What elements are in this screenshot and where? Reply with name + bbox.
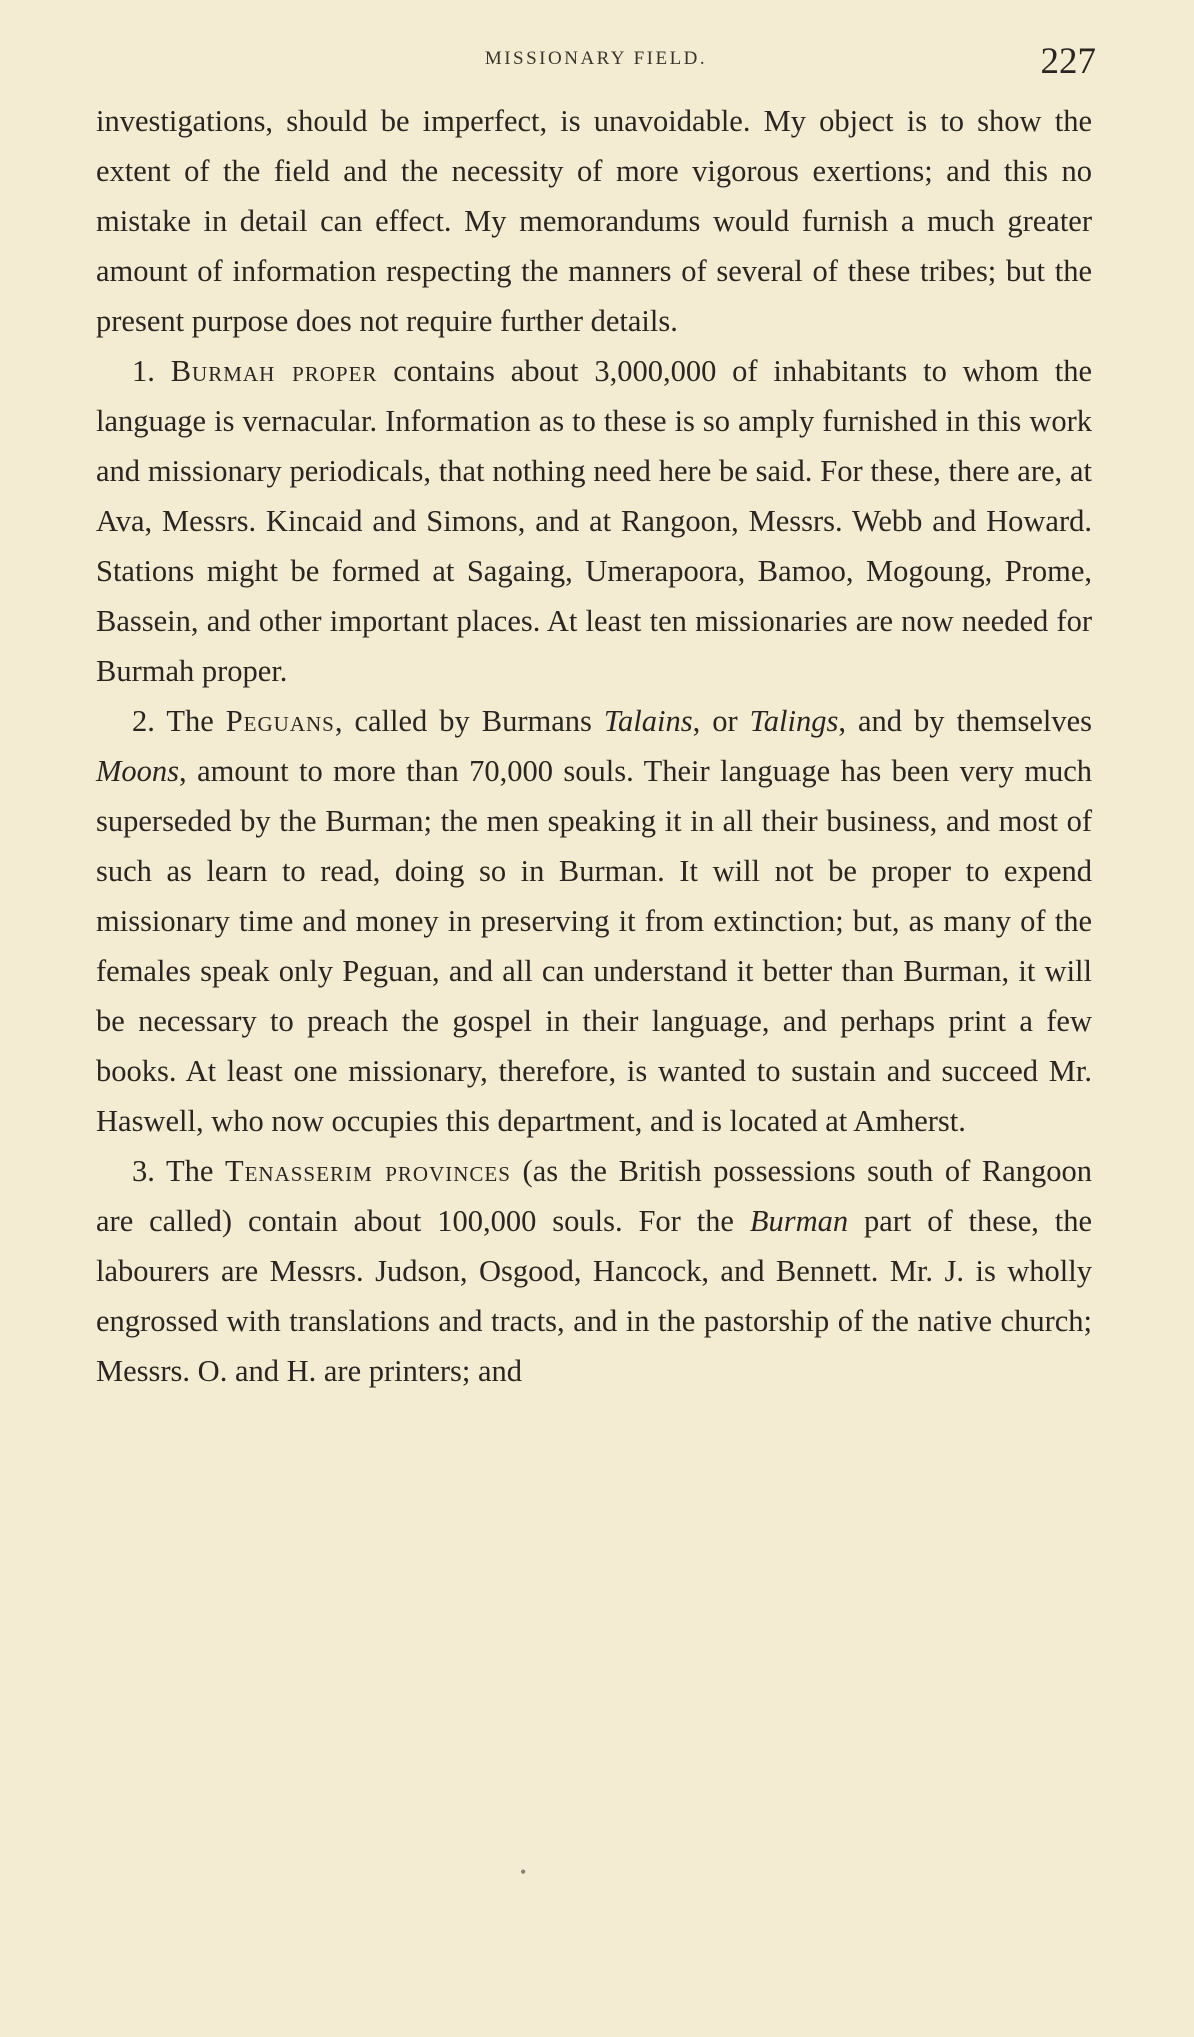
running-head bbox=[96, 40, 1096, 90]
section-heading-tenasserim: Tenasserim provinces bbox=[224, 1154, 511, 1188]
paragraph-text: investigations, should be imperfect, is unavoidable. My object is to show the extent of the field and the necessity of more vigorous exertions; and this no mistake in detail can effect. My memorandums would furnish a much greater amount of information respecting the manners of several of these tribes; but the present purpose does not require further details. bbox=[96, 104, 1092, 338]
paragraph-text: , or bbox=[692, 704, 738, 738]
italic-term: Burman bbox=[749, 1204, 849, 1238]
paragraph-burmah-proper bbox=[96, 346, 1092, 696]
paragraph-number: 2. bbox=[132, 704, 155, 738]
italic-term: Moons bbox=[96, 754, 180, 788]
section-heading-burmah-proper: Burmah proper bbox=[170, 354, 378, 388]
body-text bbox=[96, 96, 1092, 1396]
paragraph-tenasserim bbox=[96, 1146, 1092, 1396]
paragraph-intro: The bbox=[165, 1154, 214, 1188]
paragraph-number: 3. bbox=[132, 1154, 155, 1188]
running-title: MISSIONARY FIELD. bbox=[484, 48, 708, 69]
italic-term: Talings bbox=[749, 704, 839, 738]
paragraph-text: contains about 3,000,000 of inhabitants to whom the language is vernacular. Information as to these is so amply furnished in this work and missionary periodicals, that nothing need here be said. For these, there are, at Ava, Messrs. Kincaid and Simons, and at Rangoon, Messrs. Webb and Howard. Stations might be formed at Sagaing, Umerapoora, Bamoo, Mogoung, Prome, Bassein, and other important places. At least ten missionaries are now needed for Burmah proper. bbox=[96, 354, 1093, 688]
paragraph-peguans bbox=[96, 696, 1092, 1146]
section-heading-peguans: Peguans bbox=[225, 704, 335, 738]
paragraph-text: part of these, the labourers are Messrs. Judson, Osgood, Hancock, and Bennett. Mr. J. is wholly engrossed with translations and tracts, and in the pastorship of the native church; Messrs. O. and H. are printers; and bbox=[96, 1204, 1092, 1388]
paragraph-intro: The bbox=[166, 704, 214, 738]
paragraph-text: , amount to more than 70,000 souls. Their language has been very much superseded by the Burman; the men speaking it in all their business, and most of such as learn to read, doing so in Burman. It will not be proper to expend missionary time and money in preserving it from extinction; but, as many of the females speak only Peguan, and all can understand it better than Burman, it will be necessary to preach the gospel in their language, and perhaps print a few books. At least one missionary, therefore, is wanted to sustain and succeed Mr. Haswell, who now occupies this department, and is located at Amherst. bbox=[96, 754, 1092, 1138]
italic-term: Talains bbox=[603, 704, 693, 738]
paragraph-text: , and by themselves bbox=[838, 704, 1092, 738]
paragraph-text: (as the British possessions south of Rangoon are called) contain about 100,000 souls. For the bbox=[96, 1154, 1093, 1238]
paragraph-continued bbox=[96, 96, 1092, 346]
paragraph-number: 1. bbox=[132, 354, 155, 388]
printer-mark: • bbox=[520, 1862, 527, 1882]
page-number: 227 bbox=[1040, 41, 1096, 82]
paragraph-text: , called by Burmans bbox=[334, 704, 592, 738]
